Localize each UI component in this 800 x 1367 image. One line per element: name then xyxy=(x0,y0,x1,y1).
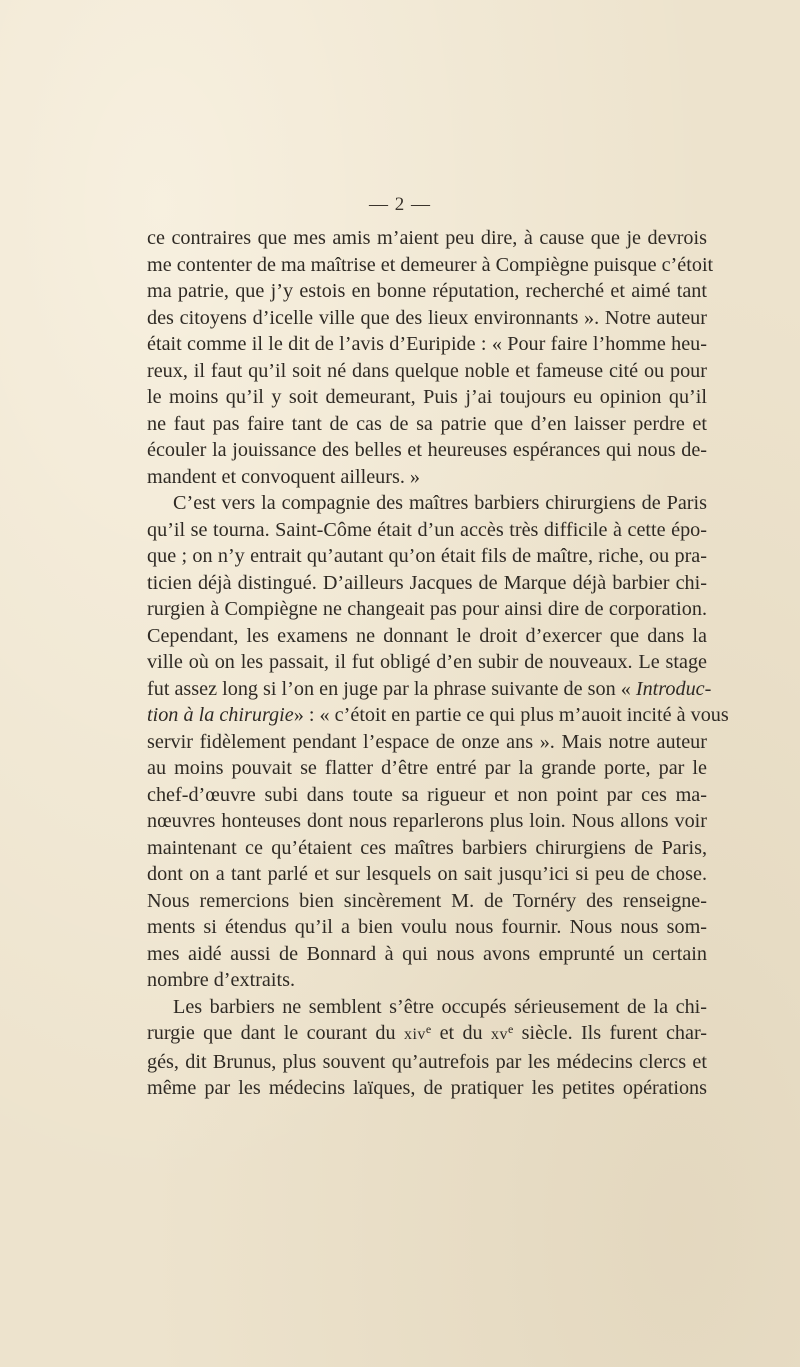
superscript: e xyxy=(507,1022,514,1036)
text-line: dont on a tant parlé et sur lesquels on sait jusqu’ici si peu de chose. xyxy=(147,863,707,885)
text-line: servir fidèlement pendant l’espace de onze ans ». Mais notre auteur xyxy=(147,730,707,753)
text-line xyxy=(147,676,712,703)
paragraph-2 xyxy=(147,490,729,994)
text-line: que ; on n’y entrait qu’autant qu’on était fils de maître, riche, ou pra- xyxy=(147,545,707,567)
text-line: gés, dit Brunus, plus souvent qu’autrefois par les médecins clercs et xyxy=(147,1050,707,1073)
text-line: mandent et convoquent ailleurs. » xyxy=(147,465,421,488)
text-run: fut assez long si l’on en juge par la phrase suivante de son « xyxy=(147,677,631,700)
text-line: ments si étendus qu’il a bien voulu nous fournir. Nous nous som- xyxy=(147,916,707,938)
text-line xyxy=(147,702,729,729)
book-title-italic: tion à la chirurgie xyxy=(147,704,294,726)
text-line: des citoyens d’icelle ville que des lieux environnants ». Notre auteur xyxy=(147,306,707,329)
text-line: rurgien à Compiègne ne changeait pas pour ainsi dire de corporation. xyxy=(147,598,707,620)
text-line: écouler la jouissance des belles et heureuses espérances qui nous de- xyxy=(147,439,707,461)
text-line: ticien déjà distingué. D’ailleurs Jacques de Marque déjà barbier chi- xyxy=(147,571,707,594)
superscript: e xyxy=(425,1022,432,1036)
text-line: chef-d’œuvre subi dans toute sa rigueur et non point par ces ma- xyxy=(147,783,707,806)
text-line: même par les médecins laïques, de pratiquer les petites opérations xyxy=(147,1077,707,1099)
text-line: ville où on les passait, il fut obligé d’en subir de nouveaux. Le stage xyxy=(147,651,707,673)
text-run: rurgie que dant le courant du xyxy=(147,1022,396,1044)
text-line: nombre d’extraits. xyxy=(147,969,295,991)
text-run: siècle. Ils furent char- xyxy=(521,1022,708,1044)
text-run: » : « c’étoit en partie ce qui plus m’auoit incité à vous xyxy=(293,704,729,726)
century-numeral: xv xyxy=(490,1026,508,1043)
page-number: — 2 — xyxy=(369,194,431,215)
text-line: maintenant ce qu’étaient ces maîtres barbiers chirurgiens de Paris, xyxy=(147,836,707,859)
text-line: ma patrie, que j’y estois en bonne réputation, recherché et aimé tant xyxy=(147,280,707,302)
book-title-italic: Introduc- xyxy=(635,677,712,700)
text-line: mes aidé aussi de Bonnard à qui nous avons emprunté un certain xyxy=(147,942,707,965)
text-line: reux, il faut qu’il soit né dans quelque noble et fameuse cité ou pour xyxy=(147,359,707,382)
paragraph-1 xyxy=(147,225,714,490)
text-line: ce contraires que mes amis m’aient peu dire, à cause que je devrois xyxy=(147,227,707,249)
text-line: Les barbiers ne semblent s’être occupés sérieusement de la chi- xyxy=(173,995,707,1018)
text-line: était comme il le dit de l’avis d’Euripide : « Pour faire l’homme heu- xyxy=(147,333,707,355)
text-run: et du xyxy=(439,1022,483,1044)
text-line: ne faut pas faire tant de cas de sa patrie que d’en laisser perdre et xyxy=(147,412,707,435)
text-line xyxy=(147,1020,707,1049)
text-line: Nous remercions bien sincèrement M. de Tornéry des renseigne- xyxy=(147,889,707,912)
text-line: Cependant, les examens ne donnant le droit d’exercer que dans la xyxy=(147,624,707,647)
text-line: le moins qu’il y soit demeurant, Puis j’ai toujours eu opinion qu’il xyxy=(147,386,707,408)
paragraph-3 xyxy=(147,994,707,1102)
body-text xyxy=(147,225,729,1102)
text-line: nœuvres honteuses dont nous reparlerons plus loin. Nous allons voir xyxy=(147,810,707,832)
text-line: qu’il se tourna. Saint-Côme était d’un accès très difficile à cette épo- xyxy=(147,518,707,541)
text-line: au moins pouvait se flatter d’être entré par la grande porte, par le xyxy=(147,757,707,779)
century-numeral: xiv xyxy=(403,1026,426,1043)
text-line: C’est vers la compagnie des maîtres barbiers chirurgiens de Paris xyxy=(173,492,707,514)
text-line: me contenter de ma maîtrise et demeurer à Compiègne puisque c’étoit xyxy=(147,253,714,276)
